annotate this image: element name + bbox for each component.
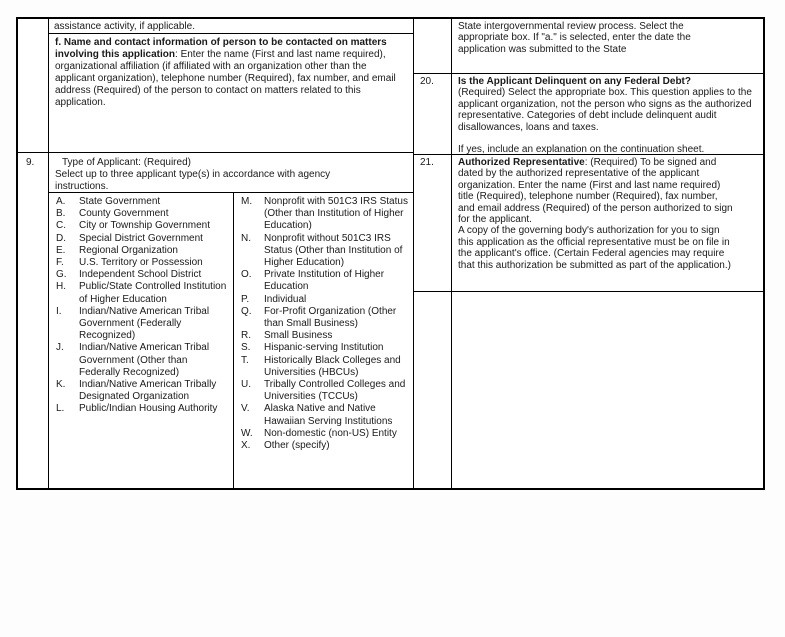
applicant-type-item xyxy=(53,342,230,379)
applicant-type-letter: E. xyxy=(56,244,66,256)
item-21-cell xyxy=(452,155,763,291)
table-right-half xyxy=(414,19,763,488)
applicant-type-item xyxy=(238,440,410,452)
item-20-note: If yes, include an explanation on the continuation sheet. xyxy=(458,144,705,155)
applicant-type-item xyxy=(238,269,410,293)
row-item-f xyxy=(18,19,413,153)
item-21-paragraph xyxy=(458,157,735,225)
row-item-9 xyxy=(18,153,413,488)
applicant-type-item xyxy=(238,233,410,270)
applicant-type-item xyxy=(238,403,410,427)
applicant-type-item xyxy=(53,269,230,281)
applicant-type-item xyxy=(53,281,230,305)
item-21-body: : (Required) To be signed and dated by the authorized representative of the applicant organization. Enter the name (First and last name required) title (Required), telephone number (Required), fax number, and email address (Required) of the person authorized to sign for the applicant. xyxy=(458,157,733,226)
applicant-type-label: Special District Government xyxy=(79,232,203,244)
item-20-heading: Is the Applicant Delinquent on any Federal Debt? xyxy=(458,76,691,87)
item-19-continuation-cell xyxy=(452,19,763,73)
item-9-instructions: Select up to three applicant type(s) in accordance with agency instructions. xyxy=(55,169,331,192)
applicant-type-label: City or Township Government xyxy=(79,220,210,232)
applicant-type-label: Indian/Native American Tribally Designated Organization xyxy=(79,379,217,403)
applicant-type-item xyxy=(53,196,230,208)
item-19-continuation-text: State intergovernmental review process. Select the appropriate box. If "a." is selected, enter the date the application was submitted to the State xyxy=(458,21,691,55)
applicant-type-letter: B. xyxy=(56,208,66,220)
applicant-type-letter: T. xyxy=(241,354,249,366)
applicant-type-item xyxy=(53,257,230,269)
applicant-type-letter: A. xyxy=(56,196,66,207)
applicant-type-letter: I. xyxy=(56,305,62,317)
item-f-content xyxy=(49,19,413,152)
applicant-type-letter: O. xyxy=(241,269,252,281)
applicant-type-item xyxy=(53,220,230,232)
item-9-header xyxy=(49,153,413,193)
item-9-title: Type of Applicant: (Required) xyxy=(62,157,191,168)
applicant-type-label: Other (specify) xyxy=(264,440,330,452)
applicant-type-letter: V. xyxy=(241,403,250,415)
applicant-type-item xyxy=(238,196,410,233)
applicant-type-item xyxy=(238,294,410,306)
item-21-number: 21. xyxy=(414,155,452,291)
applicant-type-label: Independent School District xyxy=(79,269,202,281)
applicant-type-item xyxy=(238,428,410,440)
item-21-heading: Authorized Representative xyxy=(458,157,585,168)
applicant-type-label: Public/State Controlled Institution of Higher Education xyxy=(79,281,227,305)
applicant-type-label: Non-domestic (non-US) Entity xyxy=(264,427,397,439)
item-9-content xyxy=(49,153,413,488)
applicant-type-label: Tribally Controlled Colleges and Universities (TCCUs) xyxy=(264,379,406,403)
applicant-type-letter: R. xyxy=(241,330,251,342)
applicant-type-label: Indian/Native American Tribal Government (Other than Federally Recognized) xyxy=(79,342,210,378)
applicant-type-item xyxy=(53,379,230,403)
applicant-type-item xyxy=(238,379,410,403)
applicant-type-label: County Government xyxy=(79,208,169,220)
applicant-type-item xyxy=(238,342,410,354)
item-number-cell-empty xyxy=(18,19,49,152)
item-number-cell-empty xyxy=(414,19,452,73)
applicant-type-label: Nonprofit with 501C3 IRS Status (Other than Institution of Higher Education) xyxy=(264,196,408,232)
item-20-number: 20. xyxy=(414,74,452,154)
applicant-types-m-x xyxy=(234,193,413,488)
item-f-heading: f. Name and contact information of person to be contacted on matters involving this application xyxy=(55,37,387,60)
applicant-type-letter: N. xyxy=(241,232,251,244)
applicant-type-letter: S. xyxy=(241,342,251,354)
applicant-type-letter: M. xyxy=(241,196,253,207)
applicant-type-letter: K. xyxy=(56,379,66,391)
applicant-type-item xyxy=(238,330,410,342)
empty-cell xyxy=(452,292,763,488)
applicant-type-label: U.S. Territory or Possession xyxy=(79,257,203,269)
applicant-type-label: Indian/Native American Tribal Government (Federally Recognized) xyxy=(79,305,210,342)
applicant-type-letter: U. xyxy=(241,379,251,391)
item-21-body2: A copy of the governing body's authorization for you to sign this application as the official representative must be on file in the applicant's office. (Certain Federal agencies may require that this authorization be submitted as part of the application.) xyxy=(458,225,731,271)
applicant-type-letter: J. xyxy=(56,342,64,354)
applicant-type-letter: Q. xyxy=(241,305,252,317)
applicant-type-letter: L. xyxy=(56,403,65,415)
applicant-type-item xyxy=(53,306,230,343)
applicant-type-letter: H. xyxy=(56,281,66,293)
row-empty xyxy=(414,292,763,488)
item-20-cell xyxy=(452,74,763,154)
applicant-type-letter: C. xyxy=(56,220,66,232)
applicant-type-letter: P. xyxy=(241,293,250,305)
applicant-type-item xyxy=(53,208,230,220)
applicant-type-item xyxy=(53,403,230,415)
applicant-type-label: Individual xyxy=(264,293,307,305)
applicant-type-letter: W. xyxy=(241,427,253,439)
row-item-19-continuation xyxy=(414,19,763,74)
item-20-body: (Required) Select the appropriate box. This question applies to the applicant organization, not the person who signs as the authorized representative. Categories of debt include delinquent audit disallowances, loans and taxes. xyxy=(458,87,752,133)
applicant-type-label: Public/Indian Housing Authority xyxy=(79,403,218,415)
row-item-20 xyxy=(414,74,763,155)
applicant-type-label: Nonprofit without 501C3 IRS Status (Other than Institution of Higher Education) xyxy=(264,232,403,269)
item-9-number: 9. xyxy=(18,153,49,488)
row-item-21 xyxy=(414,155,763,292)
applicant-type-label: State Government xyxy=(79,196,161,207)
applicant-type-label: For-Profit Organization (Other than Small Business) xyxy=(264,305,397,330)
applicant-type-label: Small Business xyxy=(264,330,333,342)
applicant-type-subtable xyxy=(49,193,413,488)
applicant-type-item xyxy=(238,355,410,379)
applicant-type-label: Hispanic-serving Institution xyxy=(264,342,384,354)
item-f-body: : Enter the name (First and last name required), organizational affiliation (if affiliated with an organization other than the applicant organization), telephone number (Required), fax number, and email address (Required) of the person to contact on matters related to this application. xyxy=(55,49,396,108)
applicant-type-label: Regional Organization xyxy=(79,244,178,256)
applicant-type-label: Private Institution of Higher Education xyxy=(264,269,385,293)
applicant-type-label: Alaska Native and Native Hawaiian Serving Institutions xyxy=(264,403,393,427)
applicant-type-item xyxy=(53,245,230,257)
applicant-type-item xyxy=(238,306,410,330)
continuation-text-line: assistance activity, if applicable. xyxy=(49,19,413,34)
applicant-type-item xyxy=(53,233,230,245)
table-left-half xyxy=(18,19,414,488)
applicant-type-letter: D. xyxy=(56,232,66,244)
instructions-table xyxy=(16,17,765,490)
item-f-paragraph xyxy=(49,34,413,152)
item-number-cell-empty xyxy=(414,292,452,488)
applicant-type-letter: X. xyxy=(241,440,251,452)
applicant-type-label: Historically Black Colleges and Universities (HBCUs) xyxy=(264,354,401,378)
applicant-type-letter: F. xyxy=(56,257,64,269)
applicant-type-letter: G. xyxy=(56,269,67,281)
applicant-types-a-l xyxy=(49,193,234,488)
